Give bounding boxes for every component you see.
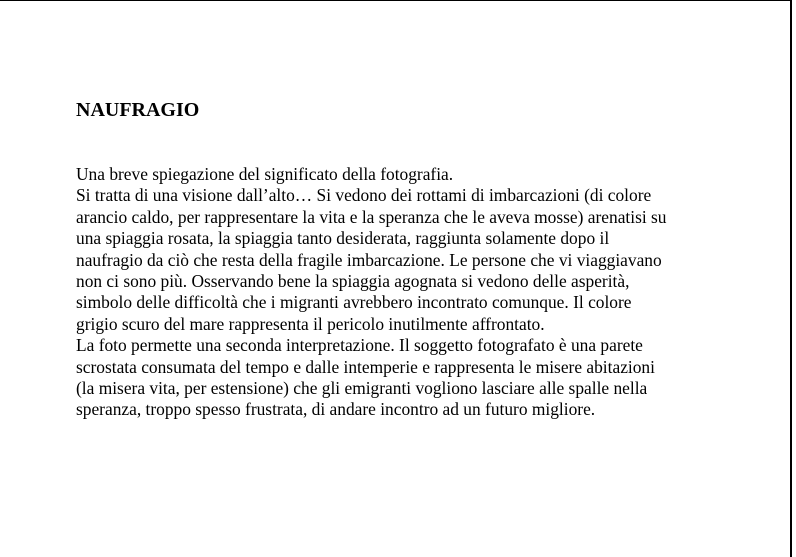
body-line: La foto permette una seconda interpretazione. Il soggetto fotografato è una parete	[76, 335, 643, 356]
body-line: arancio caldo, per rappresentare la vita e la speranza che le aveva mosse) arenatisi su	[76, 206, 667, 227]
body-line: simbolo delle difficoltà che i migranti avrebbero incontrato comunque. Il colore	[76, 292, 632, 313]
body-line: speranza, troppo spesso frustrata, di andare incontro ad un futuro migliore.	[76, 399, 596, 420]
body-line: naufragio da ciò che resta della fragile imbarcazione. Le persone che vi viaggiavano	[76, 249, 662, 270]
document-title: NAUFRAGIO	[76, 99, 200, 121]
body-line: Una breve spiegazione del significato della fotografia.	[76, 164, 454, 184]
body-line: una spiaggia rosata, la spiaggia tanto desiderata, raggiunta solamente dopo il	[76, 228, 610, 249]
document-body	[76, 164, 766, 421]
body-line: non ci sono più. Osservando bene la spiaggia agognata si vedono delle asperità,	[76, 271, 630, 292]
body-line: grigio scuro del mare rappresenta il pericolo inutilmente affrontato.	[76, 313, 545, 334]
body-line: scrostata consumata del tempo e dalle intemperie e rappresenta le misere abitazioni	[76, 356, 655, 377]
body-line: (la misera vita, per estensione) che gli emigranti vogliono lasciare alle spalle nella	[76, 378, 648, 399]
body-line: Si tratta di una visione dall’alto… Si vedono dei rottami di imbarcazioni (di colore	[76, 185, 652, 206]
